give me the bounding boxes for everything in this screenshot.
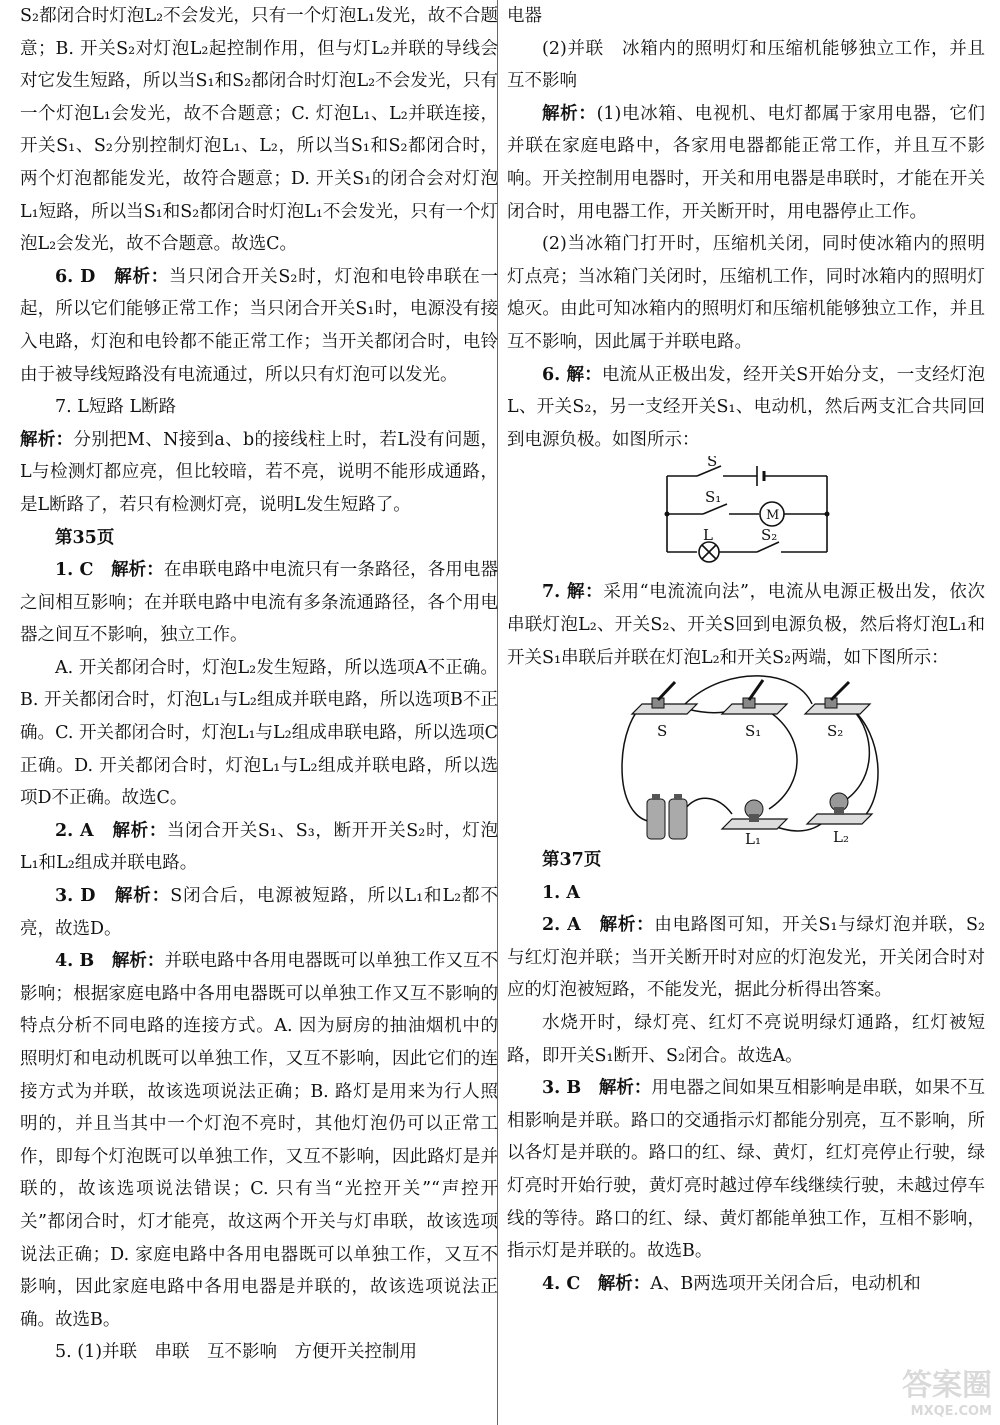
- answer-q3-head: 3. D 解析：: [55, 886, 171, 907]
- analysis-q7-body: 分别把M、N接到a、b的接线柱上时，若L没有问题，L与检测灯都应亮，但比较暗，若不亮，说明不能形成通路，是L断路了，若只有检测灯亮，说明L发生短路了。: [20, 429, 498, 515]
- lamp-l1-drawing: [722, 800, 787, 829]
- wire-l2-return: [852, 709, 878, 819]
- answer-37-q3-body: 用电器之间如果互相影响是串联，如果不互相影响是并联。路口的交通指示灯都能分别亮，互不影响，所以各灯是并联的。路口的红、绿、黄灯，红灯亮停止行驶，绿灯亮时开始行驶，黄灯亮时越过停车线继续行驶，未越过停车线的等待。路口的红、绿、黄灯都能单独工作，互相不影响，指示灯是并联的。故选B。: [507, 1078, 986, 1262]
- label-s1: S₁: [705, 488, 722, 507]
- answer-37-q2-body: 由电路图可知，开关S₁与绿灯泡并联，S₂与红灯泡并联；当开关断开时对应的灯泡发光，开关闭合时对应的灯泡被短路，不能发光，据此分析得出答案。: [507, 915, 985, 1001]
- label-l2: L₂: [833, 828, 849, 845]
- left-column: [20, 0, 498, 1369]
- analysis-q7: [20, 424, 498, 522]
- answer-37-q2-more: 水烧开时，绿灯亮、红灯不亮说明绿灯通路，红灯被短路，即开关S₁断开、S₂闭合。故选A。: [507, 1013, 985, 1066]
- answer-q6: [20, 261, 498, 391]
- answer-37-q4: [507, 1268, 985, 1301]
- answer-37-q1: 1. A: [542, 882, 580, 903]
- answer-q7-right-head: 7. 解：: [542, 582, 604, 603]
- analysis-q5: [507, 98, 985, 228]
- answer-q5: 5. (1)并联 串联 互不影响 方便开关控制用: [55, 1342, 418, 1363]
- answer-q6-right-body: 电流从正极出发，经开关S开始分支，一支经灯泡L、开关S₂，另一支经开关S₁、电动机，然后两支汇合共同回到电源负极。如图所示：: [507, 364, 985, 450]
- answer-q6-head: 6. D 解析：: [55, 266, 169, 287]
- answer-37-q4-head: 4. C 解析：: [542, 1273, 651, 1294]
- watermark-url: MXQE.COM: [910, 1404, 992, 1419]
- paragraph-q5-cont: 电器: [507, 6, 542, 26]
- label-m: M: [766, 508, 780, 524]
- analysis-q5-body: (1)电冰箱、电视机、电灯都属于家用电器，它们并联在家庭电路中，各家用电器都能正常工作，并且互不影响。开关控制用电器时，开关和用电器是串联时，才能在开关闭合时，用电器工作，开关断开时，用电器停止工作。: [507, 103, 986, 222]
- answer-q2: [20, 815, 498, 880]
- answer-q4-head: 4. B 解析：: [55, 951, 165, 972]
- lamp-l2-drawing: [807, 793, 872, 824]
- junction-left: [665, 512, 670, 517]
- paragraph-q5-continued: S₂都闭合时灯泡L₂不会发光，只有一个灯泡L₁发光，故不合题意；B. 开关S₂对灯泡L₂起控制作用，但与灯L₂并联的导线会对它发生短路，所以当S₁和S₂都闭合时灯泡L₂不会发光，只有一个灯泡L₁会发光，故不合题意；C. 灯泡L₁、L₂并联连接，开关S₁、S₂分别控制灯泡L₁、L₂，所以当S₁和S₂都闭合时，两个灯泡都能发光，故符合题意；D. 开关S₁的闭合会对灯泡L₁短路，所以当S₁和S₂都闭合时灯泡L₁不会发光，只有一个灯泡L₂会发光，故不合题意。故选C。: [20, 6, 498, 255]
- label-s2-2: S₂: [827, 722, 844, 741]
- answer-q7-right-body: 采用“电流流向法”，电流从电源正极出发，依次串联灯泡L₂、开关S₂、开关S回到电源负极，然后将灯泡L₁和开关S₁串联后并联在灯泡L₂和开关S₂两端，如下图所示：: [507, 582, 985, 668]
- right-column: [507, 0, 985, 1300]
- analysis-q5-part2: (2)当冰箱门打开时，压缩机关闭，同时使冰箱内的照明灯点亮；当冰箱门关闭时，压缩机工作，同时冰箱内的照明灯熄灭。由此可知冰箱内的照明灯和压缩机能够独立工作，并且互不影响，因此属于并联电路。: [507, 234, 985, 352]
- switch-s1-drawing: [722, 680, 787, 714]
- label-s-2: S: [657, 722, 668, 741]
- answer-q5-part2: (2)并联 冰箱内的照明灯和压缩机能够独立工作，并且互不影响: [507, 38, 985, 92]
- answer-q1: [20, 554, 498, 652]
- answer-q7-right: [507, 576, 985, 674]
- answer-q1-head: 1. C 解析：: [55, 560, 164, 581]
- label-l: L: [703, 526, 713, 545]
- switch-s2-drawing: [805, 682, 870, 714]
- watermark-text: 答案圈: [902, 1368, 992, 1403]
- answer-q6-right-head: 6. 解：: [542, 364, 602, 385]
- answer-q1-detail: A. 开关都闭合时，灯泡L₂发生短路，所以选项A不正确。B. 开关都闭合时，灯泡L₁与L₂组成并联电路，所以选项B不正确。C. 开关都闭合时，灯泡L₁与L₂组成串联电路，所以选项C正确。D. 开关都闭合时，灯泡L₁与L₂组成并联电路，所以选项D不正确。故选C。: [20, 657, 498, 809]
- answer-37-q3: [507, 1072, 985, 1268]
- battery-drawing: [647, 794, 687, 839]
- answer-q2-head: 2. A 解析：: [55, 820, 167, 841]
- answer-q3-body: S闭合后，电源被短路，所以L₁和L₂都不亮，故选D。: [20, 886, 498, 939]
- answer-37-q2: [507, 909, 985, 1007]
- analysis-q7-head: 解析：: [20, 429, 74, 450]
- circuit-diagram-2-svg: [507, 674, 985, 844]
- wire-battery-to-l1: [685, 798, 732, 814]
- section-page-37: 第37页: [542, 850, 602, 871]
- analysis-q5-head: 解析：: [542, 103, 597, 124]
- answer-q4: [20, 945, 498, 1336]
- label-l1: L₁: [745, 830, 761, 845]
- answer-q7: 7. L短路 L断路: [55, 397, 177, 418]
- label-s1-2: S₁: [745, 722, 762, 741]
- switch-s-drawing: [632, 682, 697, 714]
- circuit-diagram-1: [507, 456, 985, 576]
- junction-right: [825, 512, 830, 517]
- answer-q1-body: 在串联电路中电流只有一条路径，各用电器之间相互影响；在并联电路中电流有多条流通路径，各个用电器之间互不影响，独立工作。: [20, 560, 498, 646]
- wire-s1-to-l1: [765, 709, 797, 809]
- circuit-diagram-2: [507, 674, 985, 844]
- answer-37-q3-head: 3. B 解析：: [542, 1078, 652, 1099]
- section-page-35: 第35页: [55, 527, 115, 548]
- label-s2: S₂: [761, 526, 778, 545]
- watermark: [902, 1360, 992, 1419]
- answer-q6-right: [507, 359, 985, 457]
- answer-q2-body: 当闭合开关S₁、S₃，断开开关S₂时，灯泡L₁和L₂组成并联电路。: [20, 820, 498, 874]
- circuit-diagram-1-svg: [507, 456, 985, 576]
- answer-q4-body: 并联电路中各用电器既可以单独工作又互不影响；根据家庭电路中各用电器既可以单独工作又互不影响的特点分析不同电路的连接方式。A. 因为厨房的抽油烟机中的照明灯和电动机既可以单独工作，又互不影响，因此它们的连接方式为并联，故该选项说法正确；B. 路灯是用来为行人照明的，并且当其中一个灯泡不亮时，其他灯泡仍可以正常工作，即每个灯泡既可以单独工作，又互不影响，因此路灯是并联的，故该选项说法错误；C. 只有当“光控开关”“声控开关”都闭合时，灯才能亮，故这两个开关与灯串联，故该选项说法正确；D. 家庭电路中各用电器既可以单独工作，又互不影响，因此家庭电路中各用电器是并联的，故该选项说法正确。故选B。: [20, 951, 499, 1330]
- label-s: S: [707, 456, 718, 471]
- answer-37-q2-head: 2. A 解析：: [542, 915, 655, 936]
- answer-q3: [20, 880, 498, 945]
- answer-q6-body: 当只闭合开关S₂时，灯泡和电铃串联在一起，所以它们能够正常工作；当只闭合开关S₁时，电源没有接入电路，灯泡和电铃都不能正常工作；当开关都闭合时，电铃由于被导线短路没有电流通过，所以只有灯泡可以发光。: [20, 266, 498, 385]
- answer-37-q4-body: A、B两选项开关闭合后，电动机和: [650, 1273, 921, 1294]
